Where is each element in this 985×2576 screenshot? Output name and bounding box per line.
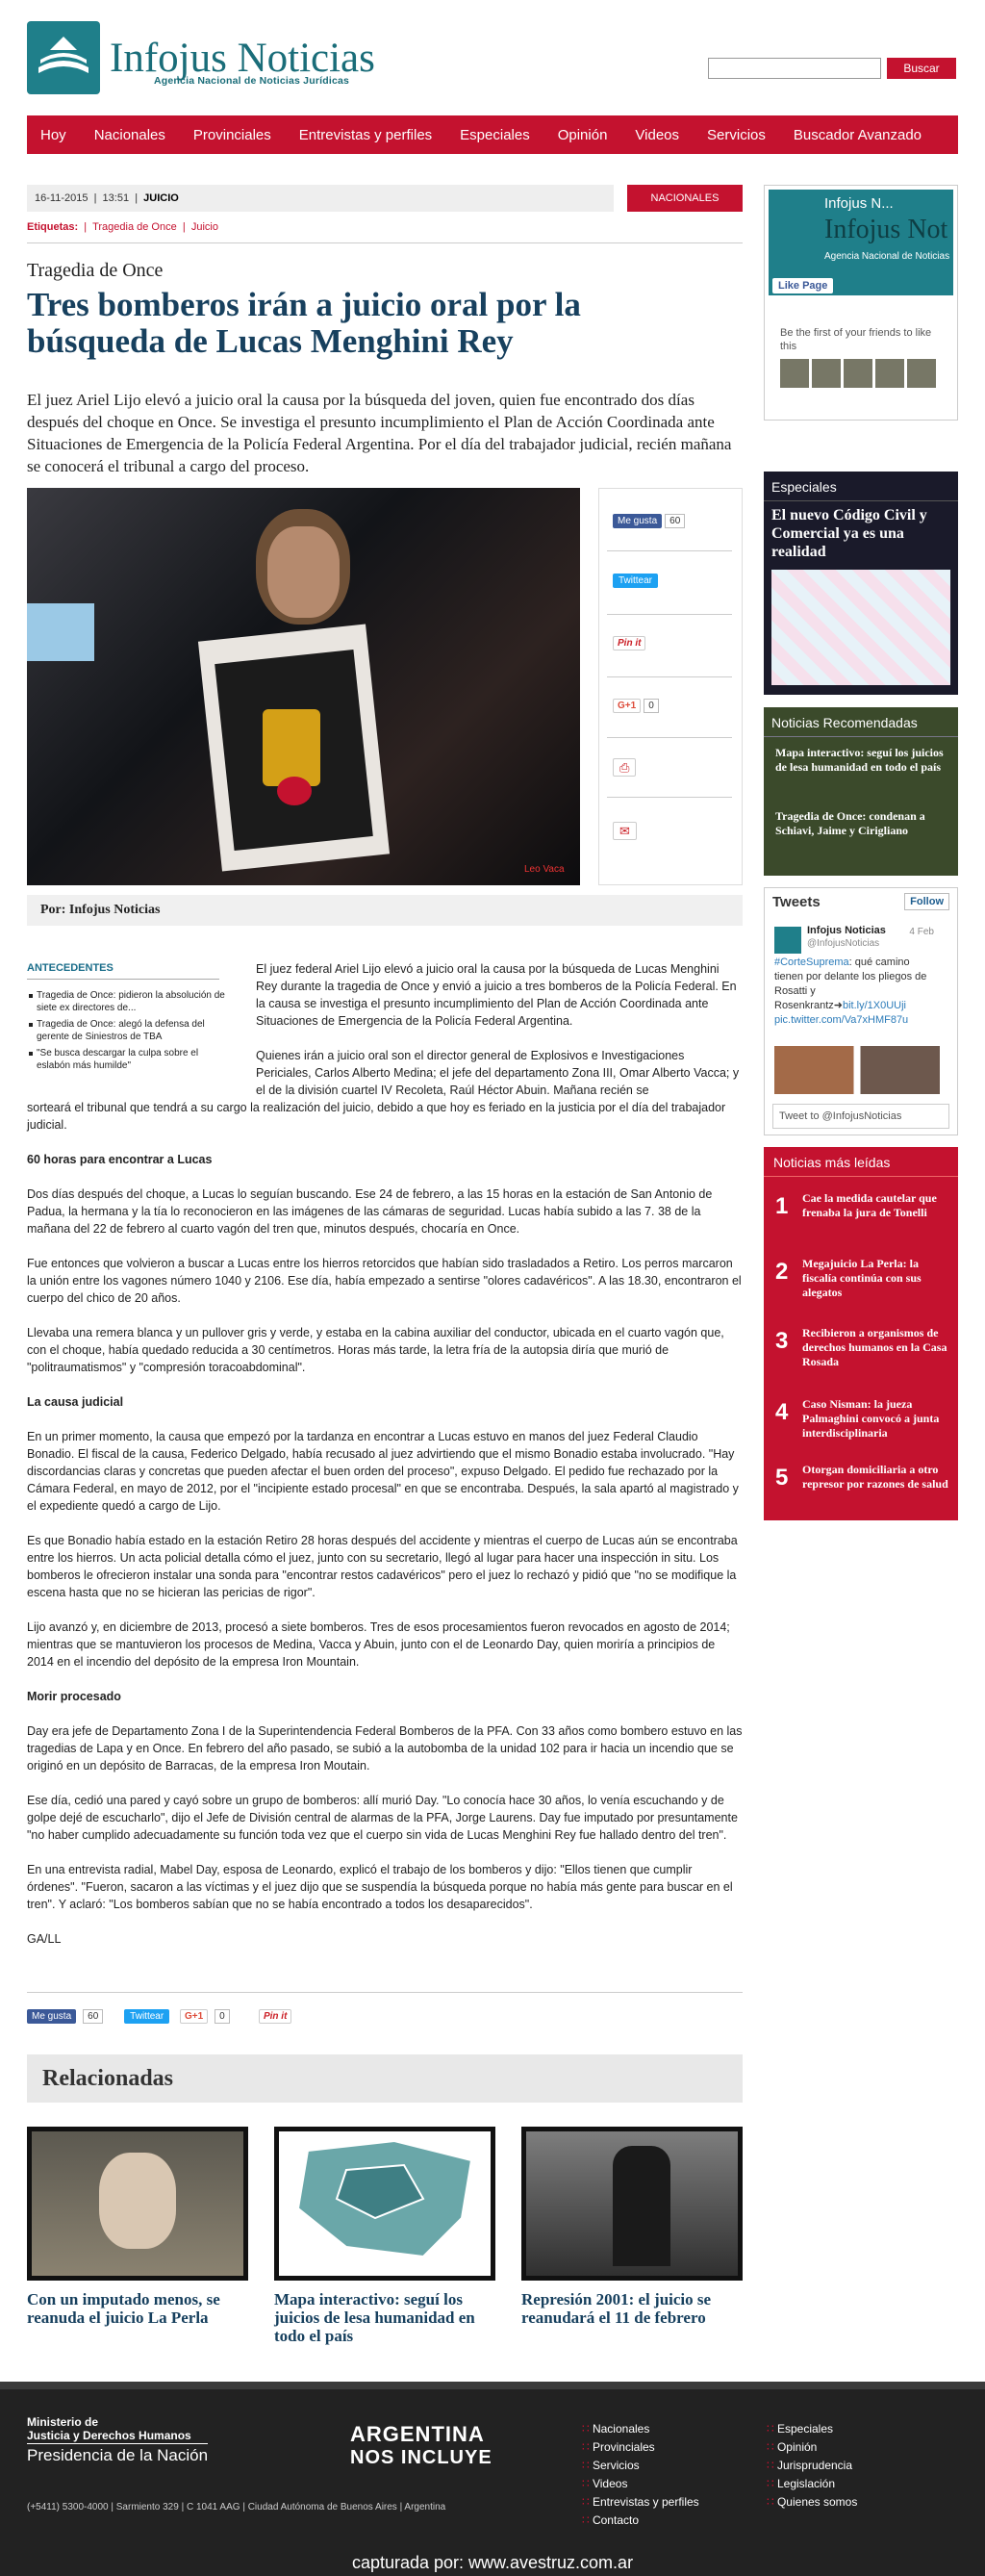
related-link[interactable]: Mapa interactivo: seguí los juicios de lesa humanidad en todo el país — [274, 2290, 475, 2345]
related-link[interactable]: Represión 2001: el juicio se reanudará el 11 de febrero — [521, 2290, 712, 2327]
related-map-image[interactable] — [274, 2127, 495, 2281]
paragraph: En una entrevista radial, Mabel Day, esposa de Leonardo, explicó el trabajo de los bomberos y dijo: "Ellos tienen que cumplir órdenes". "Fueron, sacaron a las víctimas y el juez dijo que se suspendía la búsqueda porque no había más gente para buscar en el tren". Y aclaró: "Los bomberos sabían que no se había encontrado a todos los desaparecidos". — [27, 1863, 733, 1911]
pinterest-button[interactable]: Pin it — [613, 638, 645, 649]
fb-cover-title: Infojus Not — [824, 215, 948, 244]
footer-address: (+5411) 5300-4000 | Sarmiento 329 | C 1041 AAG | Ciudad Autónoma de Buenos Aires | Argentina — [27, 2502, 446, 2512]
article-meta: 16-11-2015 | 13:51 | JUICIO — [27, 185, 614, 212]
footer-link[interactable]: ∷ Jurisprudencia — [767, 2457, 857, 2475]
rank-number: 3 — [775, 1328, 789, 1354]
article-lead: El juez Ariel Lijo elevó a juicio oral la causa por la búsqueda del joven, quien fue encontrado dos días después del choque en Once. Se investiga el presunto incumplimiento el Plan de Acción Coordinada ante Situaciones de Emergencia de la Policía Federal Argentina. Por el día del trabajador judicial, recién mañana se conocerá el tribunal a cargo del proceso. — [27, 391, 732, 475]
search-input[interactable] — [708, 58, 881, 79]
mas-leida-link[interactable]: Recibieron a organismos de derechos humanos en la Casa Rosada — [802, 1326, 947, 1368]
nav-provinciales[interactable]: Provinciales — [192, 126, 271, 143]
subheading: La causa judicial — [27, 1395, 124, 1409]
recomendada-link[interactable]: Mapa interactivo: seguí los juicios de lesa humanidad en todo el país — [775, 746, 944, 774]
mas-leidas-widget — [764, 1147, 958, 1520]
tweets-title: Tweets — [772, 894, 821, 910]
mas-leida-link[interactable]: Megajuicio La Perla: la fiscalía continúa con sus alegatos — [802, 1257, 922, 1299]
tweet-image[interactable] — [774, 1046, 940, 1094]
recomendadas-widget — [764, 707, 958, 876]
tag-link[interactable]: Juicio — [190, 221, 218, 233]
paragraph: sorteará el tribunal que tendrá a su cargo la realización del juicio, debido a que hoy es feriado en la justicia por el día del trabajador judicial. — [27, 1101, 726, 1132]
tweets-widget — [764, 887, 958, 1135]
article-time: 13:51 — [102, 192, 130, 204]
footer-link[interactable]: ∷ Quienes somos — [767, 2493, 857, 2512]
fb-like-page-button[interactable]: Like Page — [772, 278, 833, 293]
antecedente-link[interactable]: Tragedia de Once: pidieron la absolución de siete ex directores de... — [27, 989, 229, 1014]
paragraph: En un primer momento, la causa que empezó por la tardanza en encontrar a Lucas estuvo en manos del juez Federal Claudio Bonadio. El fiscal de la causa, Federico Delgado, había recusado al juez advirtiendo que el mismo Bonadio estaba involucrado. "Hay discordancias claras y concretas que pueden afectar el buen orden del proceso", expuso Delgado. El pedido fue rechazado por la Cámara Federal, en mayo de 2012, por el "incipiente estado procesal" en que se encontraba. Después, la sala apartó al magistrado y el expediente quedó a cargo de Lijo. — [27, 1430, 739, 1513]
footer-link[interactable]: ∷ Videos — [582, 2475, 699, 2493]
related-title: Relacionadas — [27, 2054, 743, 2103]
footer-presidencia[interactable]: Presidencia de la Nación — [27, 2443, 208, 2465]
paragraph: Quienes irán a juicio oral son el director general de Explosivos e Investigaciones Periciales, Carlos Alberto Medina; el jefe del departamento Zona III, Omar Alberto Vacca; y el de la división cuartel IV Recoleta, Raúl Héctor Abuin. Mañana recién se — [256, 1049, 740, 1097]
tweet-author[interactable]: Infojus Noticias — [807, 925, 886, 936]
paragraph: El juez federal Ariel Lijo elevó a juicio oral la causa por la búsqueda de Lucas Menghini Rey durante la tragedia de Once y envió a juicio a tres bomberos de la Policía Federal. En la causa se investiga el presunto incumplimiento del Plan de Acción Coordinada ante Situaciones de Emergencia de la Policía Federal Argentina. — [256, 962, 737, 1028]
related-link[interactable]: Con un imputado menos, se reanuda el juicio La Perla — [27, 2290, 220, 2327]
mas-leida-link[interactable]: Cae la medida cautelar que frenaba la jura de Tonelli — [802, 1191, 937, 1219]
footer-ministerio[interactable]: Ministerio de — [27, 2415, 99, 2429]
photo-credit: Leo Vaca — [524, 864, 565, 875]
nav-nacionales[interactable]: Nacionales — [93, 126, 165, 143]
footer-argentina: NOS INCLUYE — [350, 2447, 492, 2468]
logo-name[interactable]: Infojus Noticias — [110, 36, 375, 81]
tweet-text: #CorteSuprema: qué camino tienen por delante los pliegos de Rosatti y Rosenkrantz➜bit.ly/1X0UUji pic.twitter.com/Va7xHMF87u — [774, 956, 927, 1026]
gplus-button[interactable]: G+1 0 — [180, 2009, 234, 2024]
footer-link[interactable]: ∷ Servicios — [582, 2457, 699, 2475]
subheading: Morir procesado — [27, 1690, 121, 1703]
signature: GA/LL — [27, 1932, 62, 1946]
tweet-to-input[interactable]: Tweet to @InfojusNoticias — [772, 1104, 949, 1129]
tags-label: Etiquetas: — [27, 221, 79, 233]
article-body — [27, 960, 743, 1965]
gplus-button[interactable]: G+1 0 — [613, 701, 659, 711]
especiales-title: Especiales — [771, 479, 837, 495]
mas-leida-link[interactable]: Caso Nisman: la jueza Palmaghini convocó a junta interdisciplinaria — [802, 1397, 940, 1440]
avatar[interactable] — [774, 927, 801, 954]
paragraph: Lijo avanzó y, en diciembre de 2013, procesó a siete bomberos. Tres de esos procesamientos fueron revocados en agosto de 2014; mientras que se mantuvieron los procesos de Medina, Vacca y Abuin, junto con el de Leonardo Day, quien moriría a principios de 2014 en el incendio del depósito de la empresa Iron Mountain. — [27, 1620, 730, 1669]
footer-link[interactable]: ∷ Provinciales — [582, 2438, 699, 2457]
share-bar — [27, 2009, 299, 2024]
footer-links-col2 — [767, 2420, 857, 2512]
article-photo — [27, 488, 580, 885]
facebook-like[interactable]: Me gusta 60 — [27, 2009, 107, 2024]
footer-links-col1 — [582, 2420, 699, 2530]
nav-servicios[interactable]: Servicios — [707, 126, 766, 143]
email-icon[interactable]: ✉ — [613, 824, 637, 839]
section-badge[interactable]: NACIONALES — [627, 185, 743, 212]
footer-ministerio[interactable]: Justicia y Derechos Humanos — [27, 2429, 191, 2442]
article-author: Por: Infojus Noticias — [27, 895, 743, 926]
footer-link[interactable]: ∷ Nacionales — [582, 2420, 699, 2438]
recomendadas-title: Noticias Recomendadas — [771, 715, 918, 730]
antecedente-link[interactable]: "Se busca descargar la culpa sobre el eslabón más humilde" — [27, 1047, 229, 1072]
twitter-button[interactable]: Twittear — [124, 2009, 173, 2024]
nav-hoy[interactable]: Hoy — [40, 126, 66, 143]
mas-leidas-title: Noticias más leídas — [773, 1155, 891, 1170]
divider — [27, 242, 743, 243]
footer-argentina: ARGENTINA — [350, 2422, 485, 2446]
logo-icon[interactable] — [27, 21, 100, 94]
fb-agency: Agencia Nacional de Noticias — [824, 251, 950, 262]
tweet-hashtag[interactable]: #CorteSuprema — [774, 956, 849, 968]
footer-link[interactable]: ∷ Entrevistas y perfiles — [582, 2493, 699, 2512]
paragraph: Llevaba una remera blanca y un pullover gris y verde, y estaba en la cabina auxiliar del conductor, ubicada en el cuarto vagón que, con el choque, había quedado reducida a 30 centímetros. Horas más tarde, la letra fría de la autopsia diría que murió de "politraumatismos" y "compresión toracoabdominal". — [27, 1326, 724, 1374]
especiales-link[interactable]: El nuevo Código Civil y Comercial ya es una realidad — [771, 507, 927, 560]
fb-page-name[interactable]: Infojus N... — [824, 195, 894, 212]
share-column — [598, 488, 743, 885]
article-date: 16-11-2015 — [35, 192, 88, 204]
main-nav — [27, 115, 958, 154]
print-icon[interactable]: ⎙ — [613, 760, 636, 776]
footer-link[interactable]: ∷ Legislación — [767, 2475, 857, 2493]
footer — [0, 2382, 985, 2576]
antecedentes-title: ANTECEDENTES — [27, 962, 219, 980]
nav-especiales[interactable]: Especiales — [460, 126, 530, 143]
rank-number: 5 — [775, 1465, 789, 1491]
paragraph: Ese día, cedió una pared y cayó sobre un grupo de bomberos: allí murió Day. "Lo conocía hace 30 años, lo venía escuchando y de golpe dejé de escucharlo", dijo el Jefe de División central de alarmas de la PFA, Jorge Laurens. Day fue imputado por presuntamente "no haber cumplido adecuadamente su función toda vez que el cuerpo sin vida de Lucas Menghini Rey fue hallado dentro del tren". — [27, 1794, 738, 1842]
fb-friends — [780, 359, 939, 388]
twitter-button[interactable]: Twittear — [613, 575, 658, 586]
divider — [27, 1992, 743, 1993]
antecedente-link[interactable]: Tragedia de Once: alegó la defensa del gerente de Siniestros de TBA — [27, 1018, 229, 1043]
capture-caption: capturada por: www.avestruz.com.ar — [351, 2553, 634, 2572]
related-image[interactable] — [521, 2127, 743, 2281]
footer-link[interactable]: ∷ Opinión — [767, 2438, 857, 2457]
article-title: Tres bomberos irán a juicio oral por la búsqueda de Lucas Menghini Rey — [27, 286, 581, 360]
twitter-follow-button[interactable]: Follow — [904, 893, 949, 910]
nav-opinion[interactable]: Opinión — [557, 126, 608, 143]
especiales-widget — [764, 472, 958, 695]
paragraph: Es que Bonadio había estado en la estación Retiro 28 horas después del accidente y mientras el cuerpo de Lucas aún se encontraba entre los hierros. Un acta policial detalla cómo el juez, junto con su secretario, llegó al lugar para hacer una inspección in situ. Los bomberos le ofrecieron instalar una sonda para "encontrar restos cadavéricos" pero el juez lo rechazó y pidió que "no se modifique la escena hasta que no se hicieran las pericias de rigor". — [27, 1534, 738, 1599]
tweet-date[interactable]: 4 Feb — [909, 927, 934, 937]
tweet-pic-link[interactable]: pic.twitter.com/Va7xHMF87u — [774, 1014, 909, 1026]
pinterest-button[interactable]: Pin it — [259, 2009, 295, 2024]
logo-subtitle: Agencia Nacional de Noticias Jurídicas — [154, 75, 350, 87]
article-section: JUICIO — [143, 192, 179, 204]
article-kicker: Tragedia de Once — [27, 260, 164, 281]
paragraph: Day era jefe de Departamento Zona I de la Superintendencia Federal Bomberos de la PFA. Con 33 años como bombero estuvo en las tragedias de Lapa y en Once. En febrero del año pasado, se subió a la autobomba de la unidad 102 para ir hacia un incendio que se originó en un depósito de Barracas, de la empresa Iron Moutain. — [27, 1724, 743, 1773]
especiales-image[interactable] — [771, 570, 950, 685]
search-button[interactable]: Buscar — [887, 58, 956, 79]
paragraph: Fue entonces que volvieron a buscar a Lucas entre los hierros retorcidos que habían sido trasladados a Retiro. Los perros marcaron la unión entre los vagones número 1040 y 2106. Ese día, había empezado a sentirse "olores cadavéricos". A las 18.30, encontraron el cuerpo del chico de 20 años. — [27, 1257, 742, 1305]
nav-videos[interactable]: Videos — [635, 126, 680, 143]
fb-text: Be the first of your friends to like this — [780, 327, 932, 352]
facebook-like[interactable]: Me gusta 60 — [613, 516, 685, 526]
tweet-link[interactable]: bit.ly/1X0UUji — [842, 1000, 906, 1011]
mas-leida-link[interactable]: Otorgan domiciliaria a otro represor por razones de salud — [802, 1463, 948, 1491]
rank-number: 1 — [775, 1193, 789, 1219]
footer-link[interactable]: ∷ Contacto — [582, 2512, 699, 2530]
subheading: 60 horas para encontrar a Lucas — [27, 1153, 213, 1166]
tag-link[interactable]: Tragedia de Once — [92, 221, 177, 233]
tweet-handle[interactable]: @InfojusNoticias — [807, 938, 880, 949]
paragraph: Dos días después del choque, a Lucas lo seguían buscando. Ese 24 de febrero, a las 15 horas en la estación de San Antonio de Padua, la hermana y la tía lo reconocieron en las imágenes de las cámaras de seguridad. Lucas había subido a las 7. 38 de la mañana del 22 de febrero al cuarto vagón del tren que, minutos después, chocaría en Once. — [27, 1187, 713, 1236]
nav-entrevistas[interactable]: Entrevistas y perfiles — [298, 126, 433, 143]
nav-buscador[interactable]: Buscador Avanzado — [793, 126, 922, 143]
tags: Etiquetas: | Tragedia de Once | Juicio — [27, 221, 218, 233]
rank-number: 2 — [775, 1259, 789, 1285]
footer-link[interactable]: ∷ Especiales — [767, 2420, 857, 2438]
rank-number: 4 — [775, 1399, 789, 1425]
related-image[interactable] — [27, 2127, 248, 2281]
recomendada-link[interactable]: Tragedia de Once: condenan a Schiavi, Jaime y Cirigliano — [775, 809, 925, 837]
facebook-widget — [764, 185, 958, 421]
